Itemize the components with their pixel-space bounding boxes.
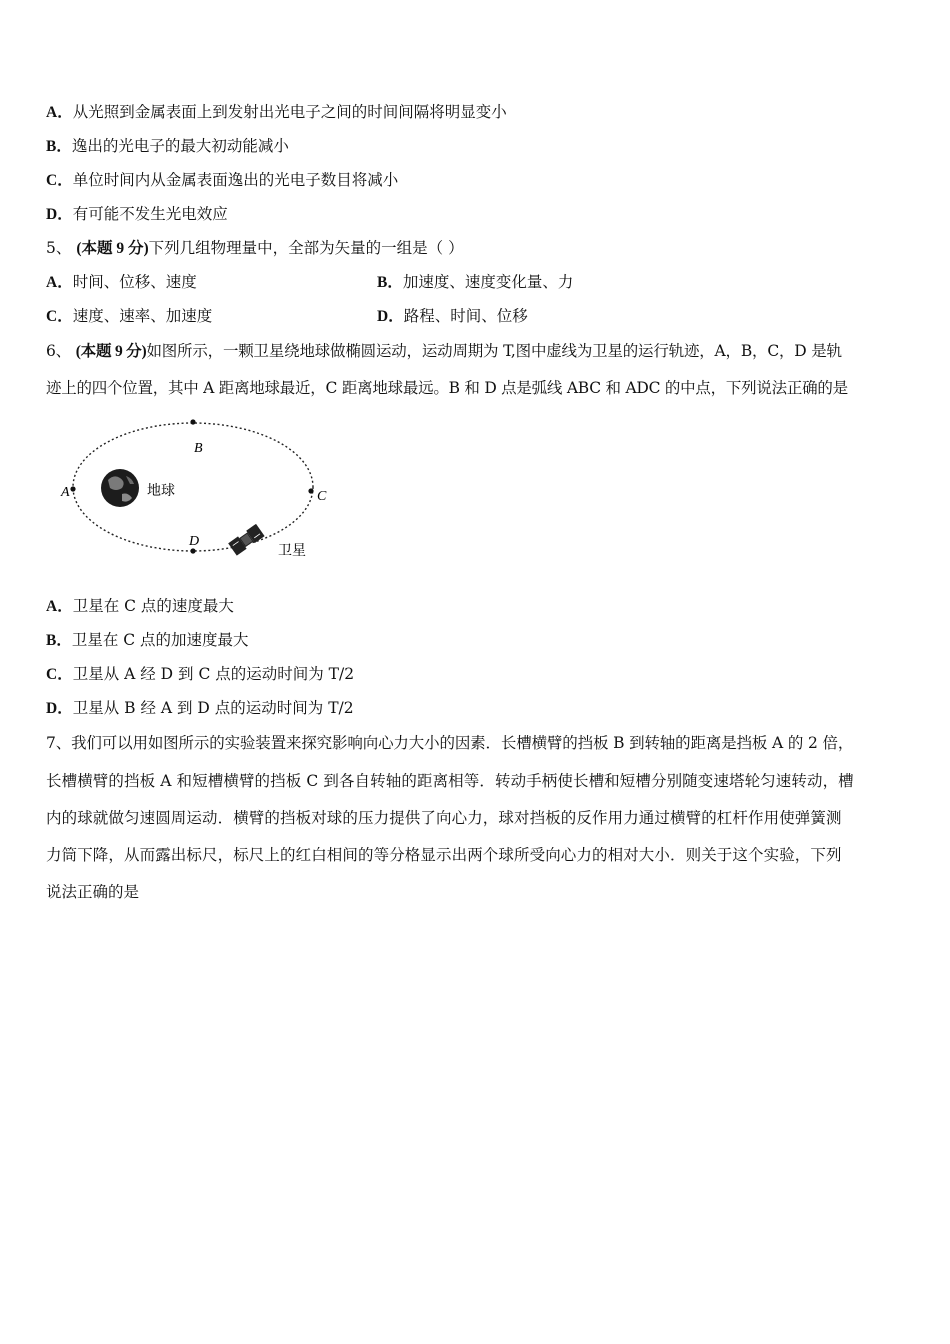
option-label: A． bbox=[46, 598, 73, 615]
option-text: 有可能不发生光电效应 bbox=[72, 205, 228, 223]
option-text: 路程、时间、位移 bbox=[403, 307, 528, 325]
option-label: D． bbox=[46, 206, 73, 223]
option-label: A． bbox=[46, 274, 73, 291]
question-text: 如图所示，一颗卫星绕地球做椭圆运动，运动周期为 T,图中虚线为卫星的运行轨迹，A，B，C，D 是轨 bbox=[146, 342, 842, 360]
q6-stem-line-2 bbox=[46, 378, 848, 398]
q5-option-c bbox=[46, 307, 212, 325]
option-label: D． bbox=[46, 700, 73, 717]
option-label: C． bbox=[46, 172, 73, 189]
option-label: A． bbox=[46, 104, 73, 121]
option-text: 卫星从 B 经 A 到 D 点的运动时间为 T/2 bbox=[72, 699, 354, 717]
option-label: C． bbox=[46, 666, 73, 683]
question-text: 内的球就做匀速圆周运动．横臂的挡板对球的压力提供了向心力，球对挡板的反作用力通过横臂的杠杆作用使弹簧测 bbox=[46, 809, 842, 827]
q5-options-row-1 bbox=[46, 272, 906, 293]
q5-option-b bbox=[377, 272, 573, 293]
option-text: 从光照到金属表面上到发射出光电子之间的时间间隔将明显变小 bbox=[72, 103, 507, 121]
question-meta: (本题 9 分) bbox=[76, 240, 149, 257]
point-a-label: A bbox=[61, 485, 70, 500]
q7-line-3 bbox=[46, 808, 842, 828]
option-label: D． bbox=[377, 308, 404, 325]
point-a-dot bbox=[70, 486, 75, 491]
q4-option-a bbox=[46, 102, 507, 123]
question-text: 迹上的四个位置，其中 A 距离地球最近，C 距离地球最远。B 和 D 点是弧线 ABC 和 ADC 的中点，下列说法正确的是 bbox=[46, 379, 848, 397]
question-text: 下列几组物理量中，全部为矢量的一组是（ ） bbox=[148, 239, 464, 257]
option-label: B． bbox=[46, 138, 72, 155]
q4-option-d bbox=[46, 204, 228, 225]
q6-option-d bbox=[46, 698, 354, 719]
q6-option-b bbox=[46, 630, 249, 651]
q7-line-4 bbox=[46, 845, 842, 865]
question-text: 力筒下降，从而露出标尺，标尺上的红白相间的等分格显示出两个球所受向心力的相对大小．则关于这个实验，下列 bbox=[46, 846, 842, 864]
option-text: 卫星在 C 点的加速度最大 bbox=[71, 631, 249, 649]
option-label: B． bbox=[377, 274, 403, 291]
option-label: B． bbox=[46, 632, 72, 649]
option-text: 加速度、速度变化量、力 bbox=[402, 273, 574, 291]
question-text: 我们可以用如图所示的实验装置来探究影响向心力大小的因素．长槽横臂的挡板 B 到转轴的距离是挡板 A 的 2 倍， bbox=[71, 734, 854, 752]
option-text: 单位时间内从金属表面逸出的光电子数目将减小 bbox=[72, 171, 399, 189]
q4-option-b bbox=[46, 136, 289, 157]
point-d-label: D bbox=[189, 534, 200, 549]
q5-option-d bbox=[377, 306, 528, 327]
q5-option-a bbox=[46, 273, 197, 291]
point-d-dot bbox=[190, 548, 195, 553]
q6-option-c bbox=[46, 664, 354, 685]
option-text: 逸出的光电子的最大初动能减小 bbox=[71, 137, 289, 155]
q4-option-c bbox=[46, 170, 398, 191]
q7-line-1 bbox=[46, 733, 853, 753]
q6-option-a bbox=[46, 596, 234, 617]
question-number: 5、 bbox=[46, 239, 72, 257]
point-b-dot bbox=[190, 419, 195, 424]
question-number: 7、 bbox=[46, 734, 72, 752]
option-text: 卫星在 C 点的速度最大 bbox=[72, 597, 234, 615]
earth-icon bbox=[101, 469, 139, 507]
option-label: C． bbox=[46, 308, 73, 325]
q7-line-2 bbox=[46, 771, 854, 791]
satellite-icon bbox=[229, 525, 264, 555]
q5-options-row-2 bbox=[46, 306, 906, 327]
question-number: 6、 bbox=[46, 342, 71, 360]
option-text: 速度、速率、加速度 bbox=[72, 307, 213, 325]
orbit-figure bbox=[56, 412, 346, 562]
q6-stem-line-1 bbox=[46, 341, 842, 362]
option-text: 卫星从 A 经 D 到 C 点的运动时间为 T/2 bbox=[72, 665, 355, 683]
earth-label: 地球 bbox=[147, 483, 175, 499]
point-c-label: C bbox=[317, 489, 327, 504]
q5-stem bbox=[46, 238, 464, 259]
point-b-label: B bbox=[194, 441, 203, 456]
question-text: 长槽横臂的挡板 A 和短槽横臂的挡板 C 到各自转轴的距离相等．转动手柄使长槽和短槽分别随变速塔轮匀速转动，槽 bbox=[46, 772, 854, 790]
q7-line-5 bbox=[46, 882, 139, 902]
point-c-dot bbox=[308, 488, 313, 493]
option-text: 时间、位移、速度 bbox=[72, 273, 197, 291]
question-text: 说法正确的是 bbox=[46, 883, 140, 901]
satellite-label: 卫星 bbox=[278, 543, 306, 559]
question-meta: (本题 9 分) bbox=[75, 343, 147, 360]
